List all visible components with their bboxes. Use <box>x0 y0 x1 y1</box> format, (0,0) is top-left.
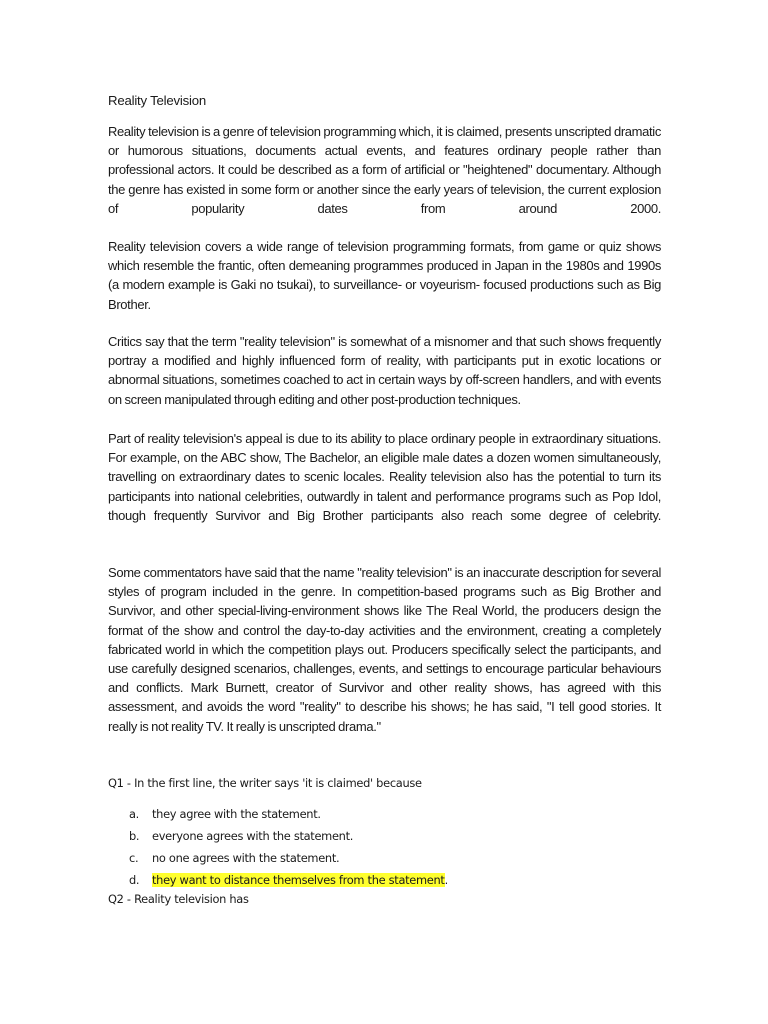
option-letter: a. <box>129 807 140 821</box>
paragraph-2: Reality television covers a wide range of television programming formats, from game or quiz shows which resemble the frantic, often demeaning programmes produced in Japan in the 1980s and 1990s (a modern example is Gaki no tsukai), to surveillance- or voyeurism- focused productions such as Big Brother. <box>108 239 661 312</box>
paragraph-5: Some commentators have said that the name "reality television" is an inaccurate description for several styles of program included in the genre. In competition-based programs such as Big Brother and Survivor, and other special-living-environment shows like The Real World, the producers design the format of the show and control the day-to-day activities and the environment, creating a completely fabricated world in which the competition plays out. Producers specifically select the participants, and use carefully designed scenarios, challenges, events, and settings to encourage particular behaviours and conflicts. Mark Burnett, creator of Survivor and other reality shows, has agreed with this assessment, and avoids the word "reality" to describe his shows; he has said, "I tell good stories. It really is not reality TV. It really is unscripted drama." <box>108 565 661 734</box>
paragraph-4: Part of reality television's appeal is due to its ability to place ordinary people in extraordinary situations. For example, on the ABC show, The Bachelor, an eligible male dates a dozen women simultaneously, travelling on extraordinary dates to scenic locales. Reality television also has the potential to turn its participants into national celebrities, outwardly in talent and performance programs such as Pop Idol, though frequently Survivor and Big Brother participants also reach some degree of celebrity. <box>108 431 661 523</box>
paragraph-1: Reality television is a genre of television programming which, it is claimed, presents unscripted dramatic or humorous situations, documents actual events, and features ordinary people rather than professional actors. It could be described as a form of artificial or "heightened" documentary. Although the genre has existed in some form or another since the early years of television, the current explosion of popularity dates from around 2000. <box>108 124 661 216</box>
question-1-options <box>129 803 448 891</box>
option-text: no one agrees with the statement. <box>152 851 340 865</box>
paragraph-3: Critics say that the term "reality television" is somewhat of a misnomer and that such shows frequently portray a modified and highly influenced form of reality, with participants put in exotic locations or abnormal situations, sometimes coached to act in certain ways by off-screen handlers, and with events on screen manipulated through editing and other post-production techniques. <box>108 334 661 407</box>
highlighted-answer: they want to distance themselves from the statement <box>152 873 445 887</box>
option-text: everyone agrees with the statement. <box>152 829 354 843</box>
option-c <box>129 847 448 869</box>
option-a <box>129 803 448 825</box>
option-b <box>129 825 448 847</box>
option-suffix: . <box>444 873 448 887</box>
question-2: Q2 - Reality television has <box>108 892 249 906</box>
option-letter: c. <box>129 851 139 865</box>
option-text: they agree with the statement. <box>152 807 321 821</box>
option-d <box>129 869 448 891</box>
question-1: Q1 - In the first line, the writer says 'it is claimed' because <box>108 776 422 790</box>
option-letter: d. <box>129 873 140 887</box>
option-letter: b. <box>129 829 140 843</box>
document-title: Reality Television <box>108 93 207 108</box>
